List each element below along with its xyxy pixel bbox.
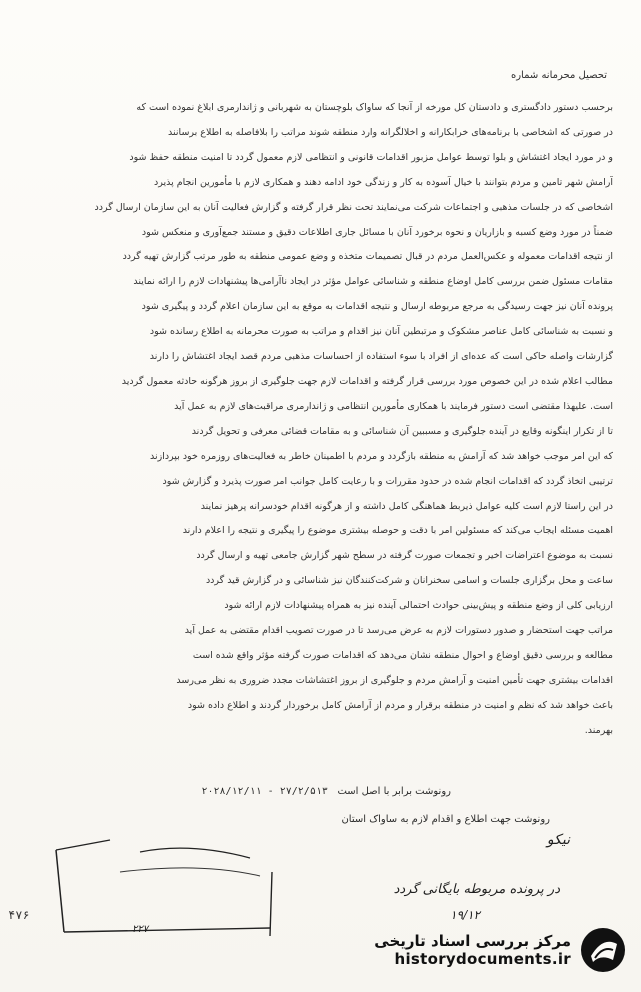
handwritten-signature: نیکو bbox=[546, 832, 570, 848]
logo-text bbox=[374, 932, 571, 968]
body-line: که این امر موجب خواهد شد که آرامش به منطقه بازگردد و مردم با اطمینان خاطر به فعالیت‌های روزمره خود بپردازند bbox=[149, 450, 613, 462]
body-line: برحسب دستور دادگستری و دادستان کل مورخه از آنجا که ساواک بلوچستان به شهربانی و ژاندارمری ابلاغ نموده است که bbox=[136, 102, 613, 113]
body-line: ساعت و محل برگزاری جلسات و اسامی سخنرانان و شرکت‌کنندگان نیز شناسائی و در گزارش قید گردد bbox=[205, 575, 613, 587]
body-line: پرونده آنان نیز جهت رسیدگی به مرجع مربوطه ارسال و نتیجه اقدامات به موقع به این سازمان اعلام گردد و پیگیری شود bbox=[141, 301, 613, 313]
reference-label: رونوشت برابر با اصل است bbox=[337, 786, 451, 797]
handwritten-note-1: در پرونده مربوطه بایگانی گردد bbox=[393, 882, 560, 897]
body-line: ارزیابی کلی از وضع منطقه و پیش‌بینی حوادث احتمالی آینده نیز به همراه پیشنهادات لازم ارائه شود bbox=[224, 600, 613, 612]
logo-url: historydocuments.ir bbox=[394, 950, 571, 968]
history-documents-logo-icon bbox=[579, 926, 627, 974]
body-line: و نسبت به شناسائی کامل عناصر مشکوک و مرتبطین آنان نیز اقدام و مراتب به صورت محرمانه به اطلاع رسانده شود bbox=[149, 326, 613, 338]
body-line: و در مورد ایجاد اغتشاش و بلوا توسط عوامل مزبور اقدامات قانونی و انتظامی لازم معمول گردد تا امنیت منطقه حفظ شود bbox=[129, 151, 613, 163]
body-line: اقدامات بیشتری جهت تأمین امنیت و آرامش مردم و جلوگیری از بروز اغتشاشات مجدد ضروری به نظر می‌رسد bbox=[176, 674, 613, 686]
body-line: از نتیجه اقدامات معموله و عکس‌العمل مردم در قبال تصمیمات متخذه و وضع عمومی منطقه به طور مرتب گزارش تهیه گردد bbox=[122, 251, 613, 263]
body-line: گزارشات واصله حاکی است که عده‌ای از افراد با سوء استفاده از احساسات مذهبی مردم قصد ایجاد اغتشاش را دارند bbox=[149, 351, 613, 363]
handwritten-number: ۲۲۷ bbox=[132, 924, 149, 935]
logo-title: مرکز بررسی اسناد تاریخی bbox=[374, 932, 571, 950]
watermark-logo bbox=[374, 926, 627, 974]
body-line: در صورتی که اشخاصی با برنامه‌های خرابکارانه و اخلالگرانه وارد منطقه شوند مراتب را بلافاصله به اطلاع برسانند bbox=[168, 126, 613, 138]
handwritten-note-2: ۱۹/۱۲ bbox=[450, 908, 480, 922]
copies-line: رونوشت جهت اطلاع و اقدام لازم به ساواک استان bbox=[341, 814, 550, 825]
handwritten-notes bbox=[40, 820, 600, 940]
body-line: است. علیهذا مقتضی است دستور فرمایند با همکاری مأمورین انتظامی و ژاندارمری مراقبت‌های لازم به عمل آید bbox=[174, 400, 613, 412]
reference-number: ۲۷/۲/۵۱۳ - ۲۰۲۸/۱۲/۱۱ bbox=[201, 786, 328, 797]
body-line: ضمناً در مورد وضع کسبه و بازاریان و نحوه برخورد آنان با مسائل جاری اطلاعات دقیق و مستند جمع‌آوری و منعکس شود bbox=[141, 226, 613, 238]
body-line: مراتب جهت استحضار و صدور دستورات لازم به عرض می‌رسد تا در صورت تصویب اقدام مقتضی به عمل آید bbox=[184, 625, 613, 637]
page-number: ۴۷۶ bbox=[8, 908, 30, 922]
document-body bbox=[26, 96, 613, 796]
body-line: اهمیت مسئله ایجاب می‌کند که مسئولین امر با دقت و حوصله بیشتری موضوع را پیگیری و نتیجه را اعلام دارند bbox=[182, 525, 613, 537]
body-line: مطالعه و بررسی دقیق اوضاع و احوال منطقه نشان می‌دهد که اقدامات صورت گرفته مؤثر واقع شده است bbox=[192, 649, 613, 661]
body-line: نسبت به موضوع اعتراضات اخیر و تجمعات صورت گرفته در سطح شهر گزارش جامعی تهیه و ارسال گردد bbox=[196, 550, 613, 562]
body-line: تا از تکرار اینگونه وقایع در آینده جلوگیری و مسببین آن شناسائی و به مقامات قضائی معرفی و تحویل گردند bbox=[191, 425, 613, 437]
body-line: در این راستا لازم است کلیه عوامل ذیربط هماهنگی کامل داشته و از هرگونه اقدام خودسرانه پرهیز نمایند bbox=[200, 500, 613, 512]
body-line: مطالب اعلام شده در این خصوص مورد بررسی قرار گرفته و اقدامات لازم جهت جلوگیری از بروز هرگونه حادثه معمول گردید bbox=[121, 375, 613, 387]
body-line: ترتیبی اتخاذ گردد که اقدامات انجام شده در حدود مقررات و با رعایت کامل جوانب امر صورت پذیرد و گزارش شود bbox=[162, 475, 613, 487]
body-line: آرامش شهر تامین و مردم بتوانند با خیال آسوده به کار و زندگی خود ادامه دهند و همکاری لازم با مأمورین انجام پذیرد bbox=[153, 176, 613, 188]
body-line: مقامات مسئول ضمن بررسی کامل اوضاع منطقه و شناسائی عوامل مؤثر در ایجاد ناآرامی‌ها پیشنهادات لازم را ارائه نمایند bbox=[133, 276, 613, 288]
body-line: باعث خواهد شد که نظم و امنیت در منطقه برقرار و مردم از آرامش کامل برخوردار گردند و اطلاع داده شود bbox=[187, 699, 613, 711]
body-line: بهرمند. bbox=[584, 724, 613, 736]
body-line: اشخاصی که در جلسات مذهبی و اجتماعات شرکت می‌نمایند تحت نظر قرار گرفته و گزارش فعالیت آنان به این سازمان ارسال گردد bbox=[94, 201, 613, 213]
reference-line bbox=[120, 786, 451, 797]
document-header: تحصیل محرمانه شماره bbox=[510, 70, 607, 81]
